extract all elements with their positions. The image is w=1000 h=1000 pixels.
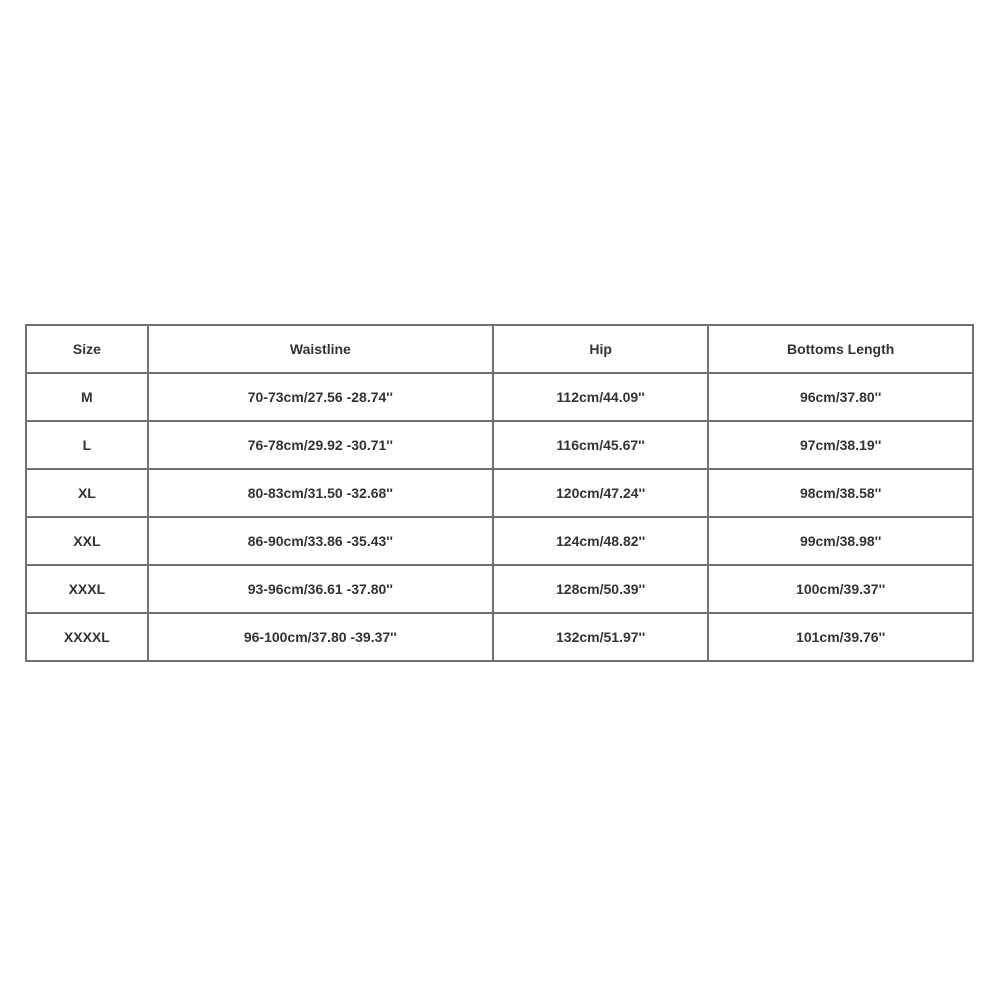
cell-size: XXL [26,517,148,565]
cell-waistline: 70-73cm/27.56 -28.74'' [148,373,493,421]
cell-waistline: 76-78cm/29.92 -30.71'' [148,421,493,469]
size-chart-table [25,324,974,662]
cell-waistline: 96-100cm/37.80 -39.37'' [148,613,493,661]
cell-bottoms-length: 97cm/38.19'' [708,421,973,469]
table-row [26,517,973,565]
table-row [26,421,973,469]
header-hip: Hip [493,325,708,373]
cell-size: L [26,421,148,469]
cell-size: XXXXL [26,613,148,661]
cell-size: XL [26,469,148,517]
cell-hip: 128cm/50.39'' [493,565,708,613]
cell-waistline: 86-90cm/33.86 -35.43'' [148,517,493,565]
cell-size: M [26,373,148,421]
header-waistline: Waistline [148,325,493,373]
cell-bottoms-length: 98cm/38.58'' [708,469,973,517]
cell-bottoms-length: 96cm/37.80'' [708,373,973,421]
header-size: Size [26,325,148,373]
cell-bottoms-length: 101cm/39.76'' [708,613,973,661]
cell-hip: 120cm/47.24'' [493,469,708,517]
cell-size: XXXL [26,565,148,613]
header-bottoms-length: Bottoms Length [708,325,973,373]
cell-waistline: 80-83cm/31.50 -32.68'' [148,469,493,517]
table-header-row [26,325,973,373]
cell-hip: 116cm/45.67'' [493,421,708,469]
table-row [26,613,973,661]
table-row [26,373,973,421]
cell-hip: 112cm/44.09'' [493,373,708,421]
cell-bottoms-length: 99cm/38.98'' [708,517,973,565]
cell-bottoms-length: 100cm/39.37'' [708,565,973,613]
table-row [26,565,973,613]
table-row [26,469,973,517]
cell-hip: 124cm/48.82'' [493,517,708,565]
cell-waistline: 93-96cm/36.61 -37.80'' [148,565,493,613]
cell-hip: 132cm/51.97'' [493,613,708,661]
